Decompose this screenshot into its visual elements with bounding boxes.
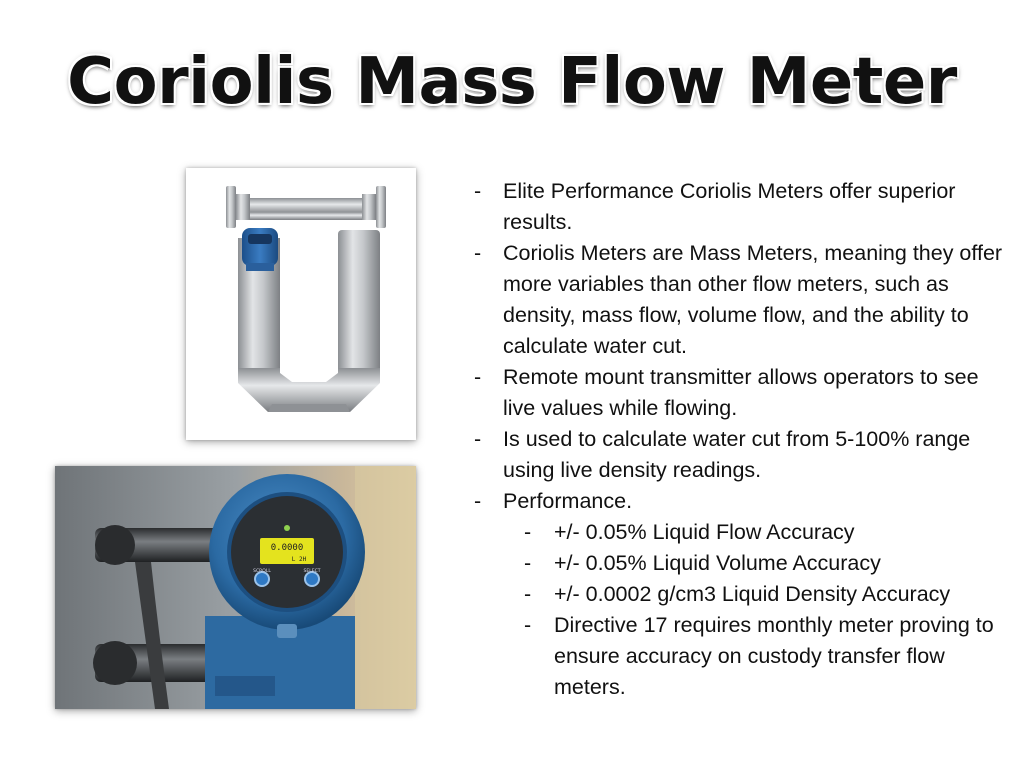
sub-bullet-text: +/- 0.05% Liquid Volume Accuracy [554, 551, 881, 575]
bullet-marker: - [474, 427, 482, 451]
lcd-line2: L 2H [291, 556, 307, 563]
select-button-label: SELECT [303, 569, 321, 574]
bullet-item [470, 486, 1010, 517]
bullet-item [470, 362, 1010, 424]
lcd-line1: 0.0000 [270, 543, 304, 553]
sub-bullet-marker: - [524, 520, 532, 544]
transmitter-photo [55, 466, 416, 709]
sub-bullet-text: +/- 0.0002 g/cm3 Liquid Density Accuracy [554, 582, 951, 606]
bullet-item [470, 176, 1010, 238]
sub-bullet-marker: - [524, 613, 532, 637]
bullet-list [470, 176, 1010, 703]
coriolis-meter-photo [186, 168, 416, 440]
bullet-marker: - [474, 241, 482, 265]
bullet-text: Performance. [503, 489, 633, 513]
sub-bullet-item [470, 548, 1010, 579]
bullet-text: Remote mount transmitter allows operators to see live values while flowing. [503, 365, 979, 420]
slide-title: Coriolis Mass Flow Meter [67, 45, 957, 119]
sub-bullet-item [470, 610, 1010, 703]
scroll-button-label: SCROLL [253, 569, 271, 574]
bullet-marker: - [474, 179, 482, 203]
bullet-marker: - [474, 365, 482, 389]
bullet-item [470, 424, 1010, 486]
sub-bullet-item [470, 579, 1010, 610]
sub-bullet-marker: - [524, 551, 532, 575]
sub-bullet-item [470, 517, 1010, 548]
sub-bullet-text: +/- 0.05% Liquid Flow Accuracy [554, 520, 855, 544]
transmitter-illustration [55, 466, 416, 709]
coriolis-meter-illustration [186, 168, 416, 440]
sub-bullet-text: Directive 17 requires monthly meter proving to ensure accuracy on custody transfer flow meters. [554, 613, 994, 699]
sub-bullet-marker: - [524, 582, 532, 606]
bullet-text: Elite Performance Coriolis Meters offer superior results. [503, 179, 956, 234]
bullet-text: Is used to calculate water cut from 5-100% range using live density readings. [503, 427, 971, 482]
bullet-item [470, 238, 1010, 362]
bullet-marker: - [474, 489, 482, 513]
bullet-text: Coriolis Meters are Mass Meters, meaning they offer more variables than other flow meters, such as density, mass flow, volume flow, and the ability to calculate water cut. [503, 241, 1003, 358]
